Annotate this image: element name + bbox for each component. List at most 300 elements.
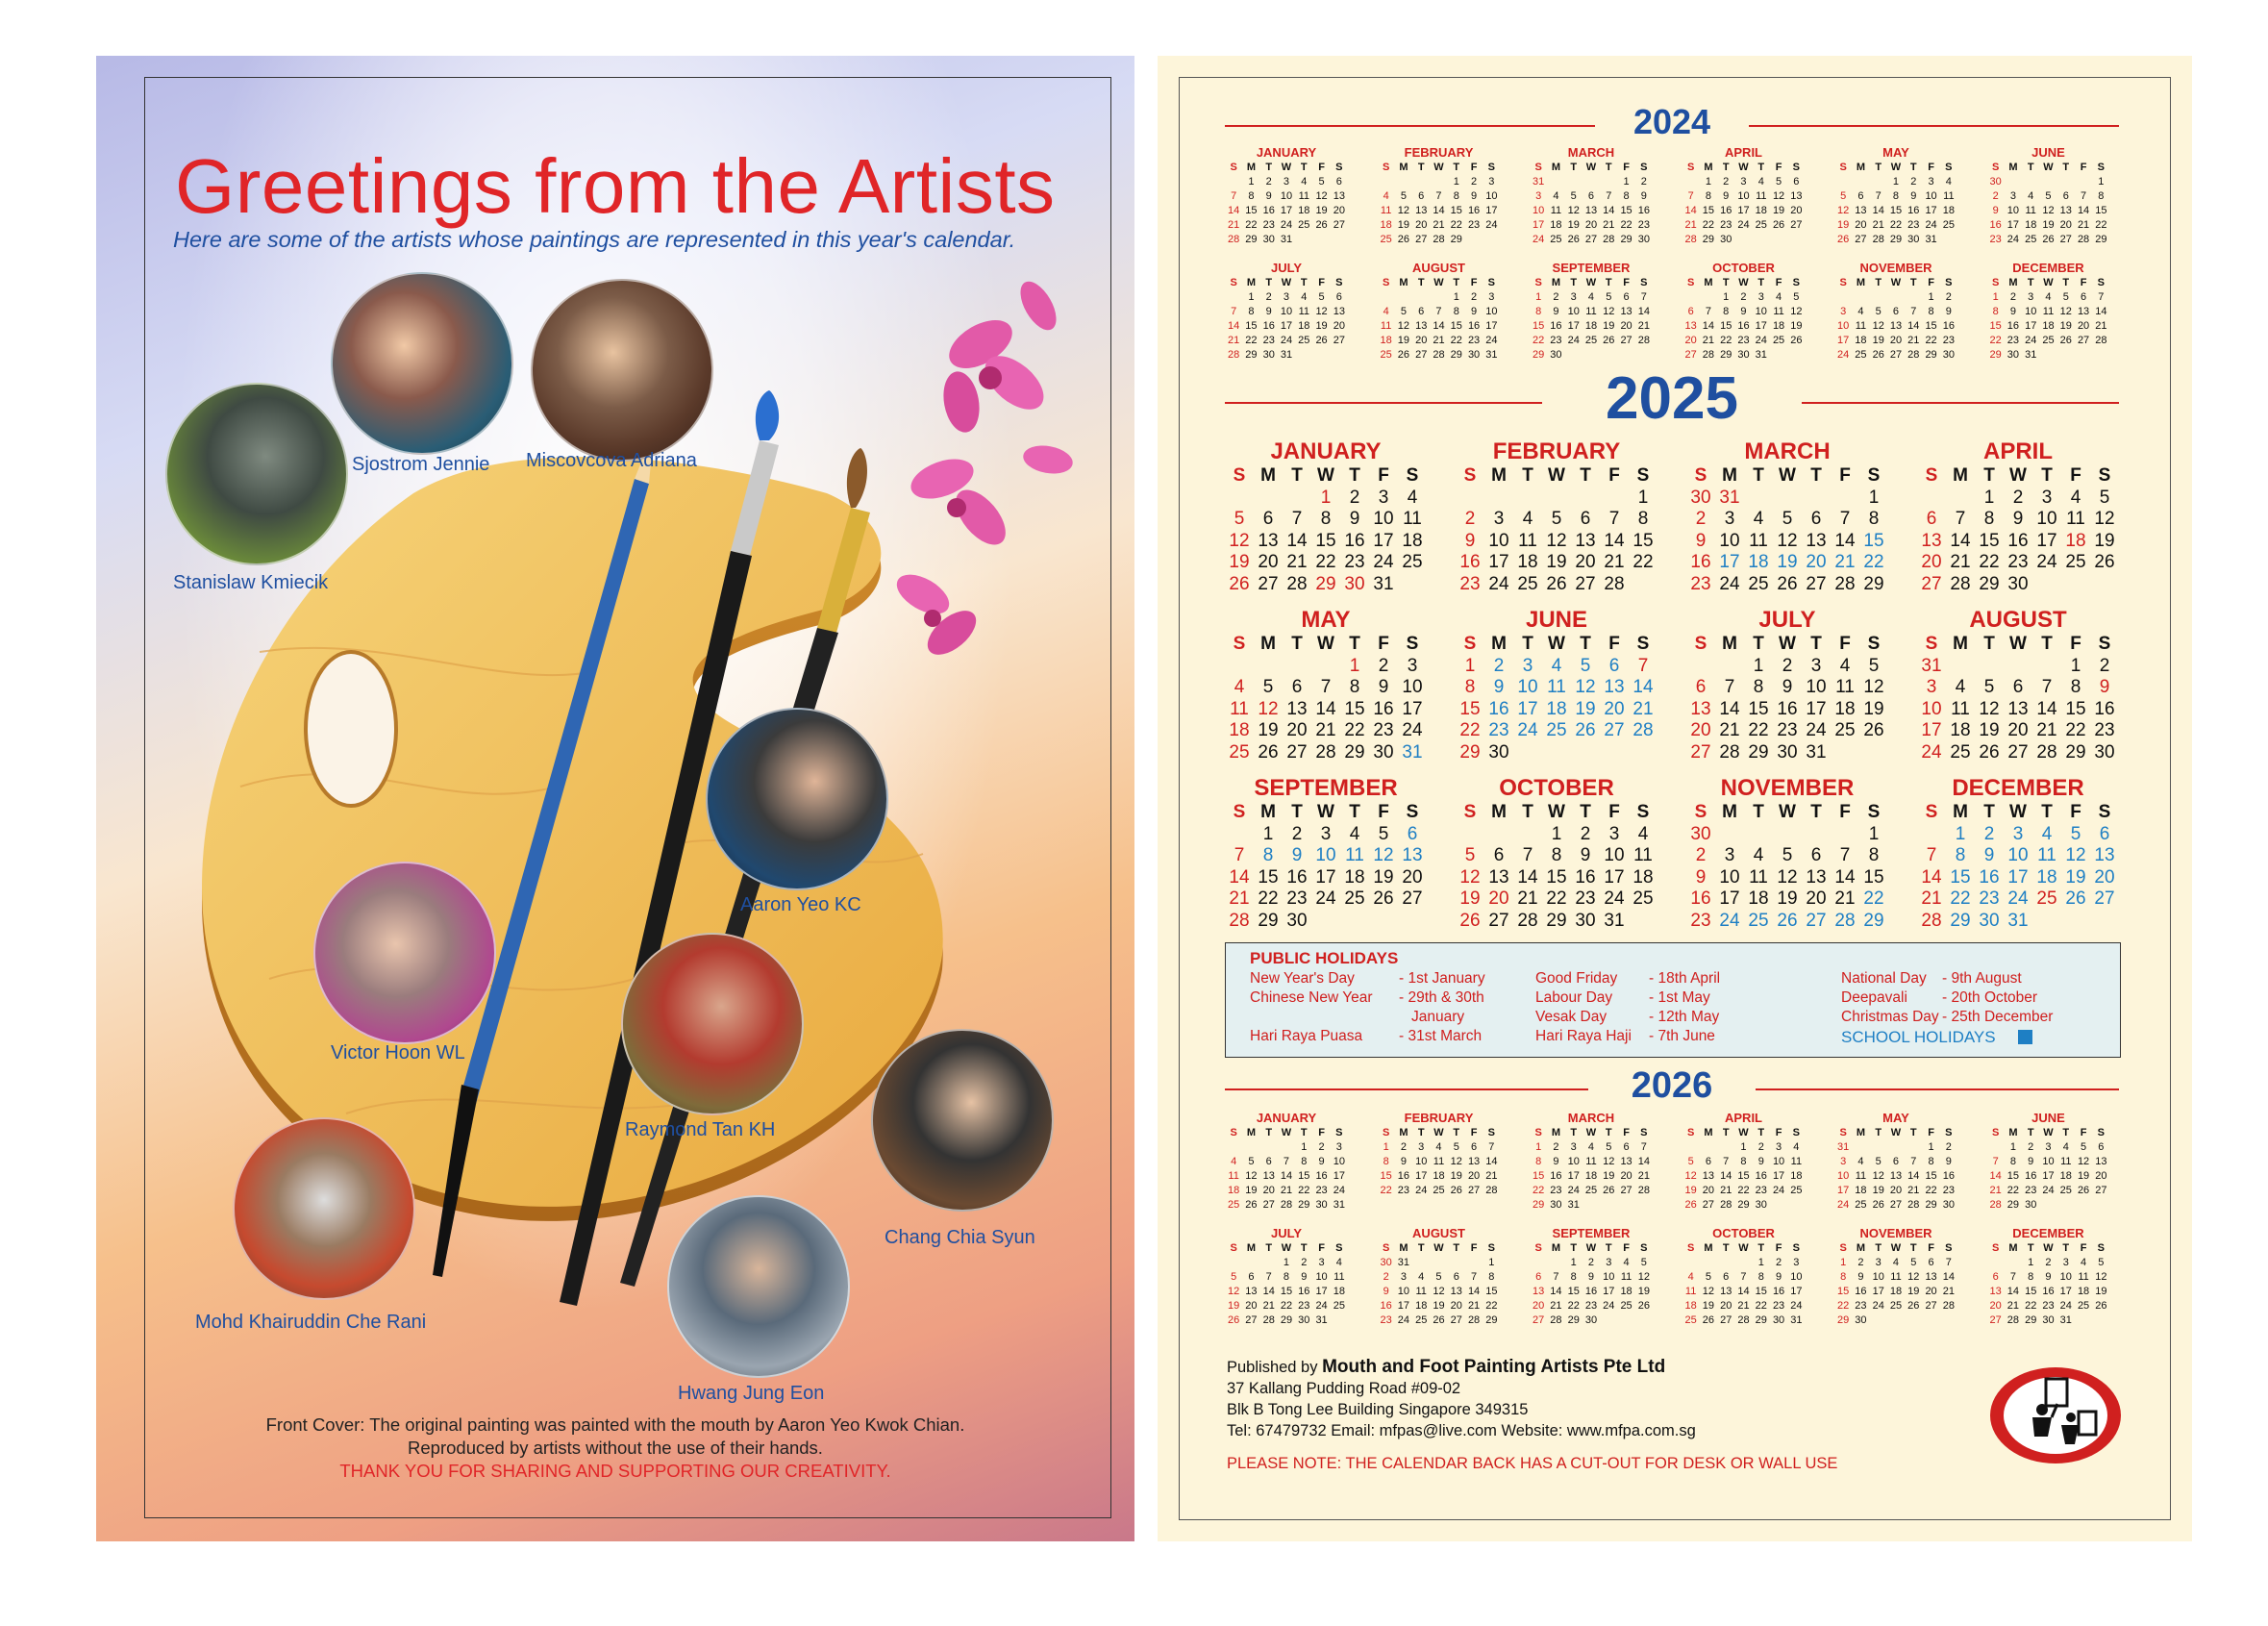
day-cell: 6 bbox=[1928, 1257, 1934, 1268]
day-cell: 19 bbox=[1777, 888, 1798, 909]
day-cell: 17 bbox=[1925, 205, 1937, 216]
day-cell: 1 bbox=[1535, 291, 1542, 303]
day-cell: 18 bbox=[1790, 1170, 1803, 1182]
day-cell: 20 bbox=[1604, 698, 1625, 719]
day-cell: 22 bbox=[2006, 1185, 2020, 1196]
day-cell: 5 bbox=[2045, 190, 2052, 202]
day-cell: 22 bbox=[1546, 888, 1567, 909]
day-cell: 21 bbox=[1907, 335, 1920, 346]
day-cell: 28 bbox=[1834, 910, 1856, 931]
day-cell: 12 bbox=[2065, 845, 2086, 865]
day-cell: 2 bbox=[1553, 1141, 1559, 1153]
day-cell bbox=[1254, 488, 1283, 510]
day-cell: 6 bbox=[1623, 291, 1630, 303]
weekday-header: T bbox=[1453, 162, 1460, 173]
day-cell: 13 bbox=[2095, 1156, 2107, 1167]
day-cell: 10 bbox=[1402, 677, 1423, 697]
day-cell: 4 bbox=[1301, 291, 1308, 303]
day-cell: 18 bbox=[1748, 888, 1769, 909]
day-cell: 30 bbox=[2094, 741, 2115, 763]
day-cell bbox=[1917, 488, 1946, 510]
day-cell: 25 bbox=[1380, 234, 1392, 245]
day-cell: 18 bbox=[1333, 1286, 1345, 1297]
day-cell: 14 bbox=[1315, 698, 1336, 719]
day-cell: 11 bbox=[1415, 1286, 1427, 1297]
day-cell bbox=[1987, 1140, 2005, 1155]
day-cell: 11 bbox=[2025, 205, 2036, 216]
day-cell: 14 bbox=[1737, 1286, 1750, 1297]
day-cell: 9 bbox=[2099, 677, 2110, 697]
day-cell: 9 bbox=[1553, 306, 1559, 317]
day-cell: 11 bbox=[1550, 205, 1562, 216]
day-cell: 12 bbox=[1637, 1271, 1650, 1283]
day-cell: 29 bbox=[1925, 349, 1937, 361]
day-cell bbox=[2057, 348, 2075, 363]
day-cell: 12 bbox=[1567, 205, 1580, 216]
day-cell: 7 bbox=[1435, 306, 1442, 317]
day-cell bbox=[1787, 348, 1805, 363]
day-cell: 26 bbox=[1567, 234, 1580, 245]
day-cell: 8 bbox=[1868, 845, 1880, 865]
day-cell: 7 bbox=[1910, 1156, 1917, 1167]
weekday-header: W bbox=[1585, 162, 1597, 173]
month-name: MAY bbox=[1882, 145, 1909, 160]
weekday-header: S bbox=[2098, 634, 2111, 654]
day-cell: 11 bbox=[1585, 306, 1597, 317]
day-cell: 23 bbox=[1344, 552, 1365, 572]
day-cell: 27 bbox=[1889, 1199, 1903, 1211]
day-cell: 15 bbox=[1925, 320, 1937, 332]
day-cell: 5 bbox=[1580, 655, 1591, 676]
day-cell: 13 bbox=[1262, 1170, 1275, 1182]
weekday-header: T bbox=[1265, 277, 1273, 288]
day-cell: 6 bbox=[2062, 190, 2069, 202]
artist-photo-sjostrom bbox=[331, 272, 513, 455]
day-cell: 23 bbox=[1755, 1185, 1767, 1196]
day-cell: 29 bbox=[1863, 573, 1884, 594]
day-cell: 16 bbox=[1907, 205, 1920, 216]
day-cell: 6 bbox=[2081, 291, 2087, 303]
day-cell: 9 bbox=[1265, 306, 1272, 317]
month-name: OCTOBER bbox=[1712, 1226, 1775, 1240]
day-cell: 26 bbox=[2065, 888, 2086, 909]
day-cell bbox=[2075, 1198, 2092, 1213]
day-cell bbox=[1717, 1140, 1734, 1155]
day-cell: 30 bbox=[2007, 573, 2029, 594]
weekday-header: T bbox=[1983, 634, 1995, 654]
day-cell: 21 bbox=[1280, 1185, 1293, 1196]
weekday-header: T bbox=[2041, 802, 2053, 822]
day-cell: 18 bbox=[2065, 530, 2086, 551]
day-cell: 18 bbox=[1620, 1286, 1632, 1297]
day-cell: 2 bbox=[1493, 655, 1505, 676]
weekday-header: T bbox=[1757, 277, 1765, 288]
day-cell: 27 bbox=[1702, 1199, 1715, 1211]
day-cell bbox=[1635, 1198, 1653, 1213]
day-cell: 10 bbox=[2059, 1271, 2072, 1283]
day-cell: 17 bbox=[1488, 552, 1509, 572]
day-cell: 27 bbox=[1415, 234, 1428, 245]
day-cell: 2 bbox=[1910, 176, 1917, 188]
day-cell: 10 bbox=[1485, 306, 1498, 317]
day-cell: 19 bbox=[1872, 335, 1884, 346]
day-cell: 3 bbox=[1928, 176, 1934, 188]
day-cell bbox=[1940, 233, 1957, 247]
day-cell: 17 bbox=[1719, 552, 1740, 572]
day-cell: 18 bbox=[1684, 1300, 1697, 1312]
day-cell: 16 bbox=[1690, 552, 1711, 572]
day-cell: 31 bbox=[1373, 573, 1394, 594]
day-cell: 7 bbox=[1637, 655, 1649, 676]
day-cell: 29 bbox=[1533, 1199, 1545, 1211]
day-cell: 23 bbox=[1737, 335, 1750, 346]
weekday-header: S bbox=[1640, 1127, 1648, 1138]
weekday-header: W bbox=[1890, 1127, 1902, 1138]
day-cell: 20 bbox=[1262, 1185, 1275, 1196]
day-cell: 4 bbox=[2028, 190, 2034, 202]
day-cell: 15 bbox=[1258, 866, 1279, 888]
day-cell: 1 bbox=[1320, 487, 1332, 508]
artist-photo-victor bbox=[313, 862, 496, 1044]
day-cell: 12 bbox=[1459, 866, 1481, 888]
day-cell: 24 bbox=[1333, 1185, 1345, 1196]
day-cell: 7 bbox=[1640, 291, 1647, 303]
day-cell: 18 bbox=[1298, 205, 1310, 216]
holiday-date: - 25th December bbox=[1942, 1009, 2054, 1025]
weekday-header: M bbox=[1246, 277, 1256, 288]
day-cell: 10 bbox=[1737, 190, 1750, 202]
day-cell: 7 bbox=[1231, 190, 1237, 202]
month-name: MARCH bbox=[1567, 1111, 1615, 1125]
day-cell: 7 bbox=[1839, 509, 1851, 529]
month-grid bbox=[1456, 465, 1657, 595]
day-cell: 23 bbox=[1286, 888, 1308, 909]
day-cell: 9 bbox=[1378, 677, 1389, 697]
day-cell: 18 bbox=[1855, 335, 1867, 346]
day-cell: 22 bbox=[1950, 888, 1971, 909]
day-cell: 7 bbox=[1640, 1141, 1647, 1153]
day-cell: 29 bbox=[2006, 1199, 2020, 1211]
day-cell: 12 bbox=[1450, 1156, 1462, 1167]
day-cell: 1 bbox=[1453, 176, 1459, 188]
day-cell bbox=[1398, 574, 1427, 596]
day-cell: 5 bbox=[1318, 291, 1325, 303]
day-cell: 8 bbox=[1723, 306, 1730, 317]
day-cell: 22 bbox=[1450, 219, 1462, 231]
day-cell: 15 bbox=[1979, 530, 2000, 551]
day-cell: 15 bbox=[1702, 205, 1715, 216]
day-cell bbox=[1975, 656, 2004, 678]
weekday-header: T bbox=[1417, 1127, 1425, 1138]
day-cell: 22 bbox=[1245, 219, 1258, 231]
day-cell: 13 bbox=[1258, 530, 1279, 551]
day-cell: 3 bbox=[1400, 1271, 1407, 1283]
day-cell: 11 bbox=[1773, 306, 1784, 317]
day-cell: 15 bbox=[2006, 1170, 2020, 1182]
day-cell: 6 bbox=[1291, 677, 1303, 697]
day-cell: 29 bbox=[1720, 349, 1732, 361]
day-cell: 23 bbox=[1942, 1185, 1955, 1196]
day-cell: 1 bbox=[1753, 655, 1764, 676]
weekday-header: W bbox=[1585, 277, 1597, 288]
day-cell: 26 bbox=[1546, 573, 1567, 594]
month-grid bbox=[1378, 161, 1501, 247]
weekday-header: M bbox=[1722, 802, 1737, 822]
weekday-header: M bbox=[2008, 162, 2018, 173]
day-cell: 9 bbox=[1740, 306, 1747, 317]
day-cell: 27 bbox=[1925, 1300, 1937, 1312]
day-cell: 4 bbox=[1776, 291, 1782, 303]
weekday-header: S bbox=[1335, 1242, 1343, 1254]
day-cell: 21 bbox=[2036, 720, 2057, 740]
day-cell bbox=[1831, 824, 1859, 846]
day-cell: 17 bbox=[1567, 1170, 1580, 1182]
day-cell: 24 bbox=[1517, 720, 1538, 740]
weekday-header: F bbox=[1470, 1242, 1478, 1254]
day-cell: 15 bbox=[1315, 530, 1336, 551]
day-cell: 21 bbox=[1637, 320, 1650, 332]
month-name: JUNE bbox=[2031, 1111, 2065, 1125]
day-cell bbox=[1802, 824, 1831, 846]
day-cell: 13 bbox=[1702, 1170, 1715, 1182]
day-cell: 1 bbox=[1570, 1257, 1577, 1268]
day-cell: 29 bbox=[1737, 1199, 1750, 1211]
day-cell: 10 bbox=[1567, 1156, 1580, 1167]
day-cell bbox=[1870, 290, 1887, 305]
day-cell: 2 bbox=[1992, 190, 1999, 202]
day-cell bbox=[1700, 290, 1717, 305]
weekday-header: F bbox=[1608, 634, 1620, 654]
day-cell: 19 bbox=[1702, 1300, 1715, 1312]
day-cell: 23 bbox=[1550, 1185, 1562, 1196]
day-cell: 13 bbox=[1620, 306, 1632, 317]
weekday-header: T bbox=[1291, 465, 1303, 486]
holiday-name: Vesak Day bbox=[1535, 1009, 1608, 1025]
day-cell: 24 bbox=[2006, 234, 2020, 245]
weekday-header: S bbox=[1792, 1242, 1801, 1254]
weekday-header: S bbox=[1991, 162, 2000, 173]
day-cell: 2 bbox=[1378, 655, 1389, 676]
day-cell bbox=[2092, 1198, 2109, 1213]
weekday-header: T bbox=[1753, 465, 1764, 486]
day-cell: 11 bbox=[1835, 677, 1855, 697]
day-cell: 25 bbox=[1620, 1300, 1632, 1312]
day-cell: 10 bbox=[2007, 845, 2029, 865]
weekday-header: S bbox=[1839, 1127, 1847, 1138]
weekday-header: W bbox=[1317, 465, 1334, 486]
day-cell: 28 bbox=[1517, 910, 1538, 931]
day-cell: 22 bbox=[1979, 552, 2000, 572]
weekday-header: S bbox=[1230, 162, 1237, 173]
day-cell bbox=[2061, 574, 2090, 596]
day-cell: 2 bbox=[1945, 291, 1952, 303]
weekday-header: F bbox=[1623, 1242, 1630, 1254]
day-cell: 11 bbox=[2042, 306, 2055, 317]
day-cell: 20 bbox=[1684, 335, 1697, 346]
day-cell: 22 bbox=[1863, 888, 1884, 909]
day-cell: 2 bbox=[1776, 1257, 1782, 1268]
day-cell: 30 bbox=[1942, 349, 1955, 361]
day-cell bbox=[1682, 290, 1700, 305]
day-cell: 10 bbox=[2006, 205, 2020, 216]
day-cell: 6 bbox=[1418, 190, 1425, 202]
day-cell bbox=[1600, 1313, 1617, 1328]
weekday-header: S bbox=[1230, 1127, 1237, 1138]
weekday-header: S bbox=[1233, 465, 1246, 486]
month-december-2026 bbox=[1987, 1226, 2110, 1328]
day-cell: 7 bbox=[1320, 677, 1332, 697]
day-cell bbox=[1917, 824, 1946, 846]
day-cell: 2 bbox=[2099, 655, 2110, 676]
weekday-header: M bbox=[1260, 634, 1276, 654]
day-cell: 27 bbox=[1690, 741, 1711, 763]
day-cell: 26 bbox=[1863, 720, 1884, 740]
weekday-header: S bbox=[1925, 802, 1938, 822]
day-cell: 29 bbox=[1567, 1314, 1580, 1326]
day-cell: 1 bbox=[1551, 823, 1562, 844]
day-cell: 9 bbox=[1318, 1156, 1325, 1167]
holiday-name: Deepavali bbox=[1841, 989, 1907, 1006]
day-cell: 28 bbox=[1433, 234, 1445, 245]
month-november-2025 bbox=[1686, 775, 1888, 932]
day-cell: 19 bbox=[1637, 1286, 1650, 1297]
weekday-header: S bbox=[1382, 162, 1390, 173]
weekday-header: T bbox=[1753, 634, 1764, 654]
month-december-2025 bbox=[1917, 775, 2119, 932]
weekday-header: S bbox=[1487, 1242, 1496, 1254]
day-cell: 1 bbox=[1262, 823, 1274, 844]
day-cell: 5 bbox=[1875, 306, 1882, 317]
day-cell: 5 bbox=[2098, 1257, 2105, 1268]
day-cell bbox=[1412, 175, 1430, 189]
weekday-header: W bbox=[1548, 802, 1565, 822]
day-cell: 1 bbox=[1955, 823, 1966, 844]
day-cell: 16 bbox=[1737, 320, 1750, 332]
weekday-header: T bbox=[1300, 1127, 1308, 1138]
day-cell: 19 bbox=[2095, 1286, 2107, 1297]
day-cell bbox=[1542, 742, 1571, 764]
day-cell: 14 bbox=[1719, 698, 1740, 719]
day-cell: 30 bbox=[1373, 741, 1394, 763]
weekday-header: S bbox=[1463, 802, 1477, 822]
day-cell: 19 bbox=[1603, 1170, 1615, 1182]
weekday-header: W bbox=[1433, 162, 1444, 173]
day-cell: 15 bbox=[2095, 205, 2107, 216]
day-cell: 9 bbox=[1776, 1271, 1782, 1283]
day-cell: 12 bbox=[1979, 698, 2000, 719]
day-cell: 20 bbox=[1533, 1300, 1545, 1312]
weekday-header: F bbox=[1839, 634, 1851, 654]
day-cell bbox=[1787, 233, 1805, 247]
weekday-header: F bbox=[1623, 1127, 1630, 1138]
day-cell: 17 bbox=[1402, 698, 1423, 719]
month-name: APRIL bbox=[1725, 1111, 1762, 1125]
day-cell: 27 bbox=[1684, 349, 1697, 361]
day-cell: 1 bbox=[1757, 1257, 1764, 1268]
day-cell: 14 bbox=[1720, 1170, 1732, 1182]
weekday-header: T bbox=[1875, 277, 1882, 288]
month-name: NOVEMBER bbox=[1859, 261, 1932, 275]
day-cell: 16 bbox=[1373, 698, 1394, 719]
day-cell: 13 bbox=[1333, 306, 1345, 317]
day-cell: 8 bbox=[1283, 1271, 1290, 1283]
weekday-header: M bbox=[2008, 277, 2018, 288]
day-cell: 16 bbox=[2025, 1170, 2037, 1182]
day-cell: 27 bbox=[1262, 1199, 1275, 1211]
day-cell: 1 bbox=[1248, 176, 1255, 188]
day-cell: 29 bbox=[1837, 1314, 1850, 1326]
day-cell: 16 bbox=[1380, 1300, 1392, 1312]
day-cell: 25 bbox=[1632, 888, 1654, 909]
day-cell: 21 bbox=[1907, 1185, 1920, 1196]
day-cell: 11 bbox=[1298, 306, 1309, 317]
day-cell bbox=[1242, 1256, 1259, 1270]
day-cell: 18 bbox=[1584, 320, 1598, 332]
month-name: SEPTEMBER bbox=[1254, 775, 1398, 801]
artist-name: Aaron Yeo KC bbox=[740, 894, 861, 915]
day-cell: 7 bbox=[1740, 1271, 1747, 1283]
day-cell: 8 bbox=[1740, 1156, 1747, 1167]
day-cell: 18 bbox=[2036, 866, 2057, 888]
day-cell: 7 bbox=[1553, 1271, 1559, 1283]
day-cell: 17 bbox=[1603, 1286, 1615, 1297]
weekday-header: M bbox=[1704, 277, 1713, 288]
weekday-header: F bbox=[1608, 802, 1620, 822]
day-cell bbox=[2075, 348, 2092, 363]
day-cell: 13 bbox=[1584, 205, 1598, 216]
day-cell: 23 bbox=[1637, 219, 1650, 231]
month-name: MAY bbox=[1301, 607, 1351, 633]
day-cell: 5 bbox=[2062, 291, 2069, 303]
day-cell: 2 bbox=[1640, 176, 1647, 188]
month-september-2026 bbox=[1530, 1226, 1653, 1328]
weekday-header: T bbox=[1757, 162, 1765, 173]
day-cell bbox=[1530, 1256, 1547, 1270]
day-cell: 16 bbox=[1459, 552, 1481, 572]
day-cell: 7 bbox=[1992, 1156, 1999, 1167]
day-cell: 17 bbox=[1806, 698, 1827, 719]
day-cell: 26 bbox=[2094, 552, 2115, 572]
day-cell: 25 bbox=[1344, 888, 1365, 909]
day-cell: 4 bbox=[1234, 677, 1245, 697]
holiday-name: National Day bbox=[1841, 970, 1927, 987]
day-cell: 8 bbox=[1464, 677, 1476, 697]
weekday-header: T bbox=[1722, 277, 1730, 288]
day-cell: 14 bbox=[1637, 306, 1650, 317]
day-cell: 21 bbox=[1228, 335, 1240, 346]
day-cell: 6 bbox=[1810, 845, 1822, 865]
month-grid bbox=[1225, 276, 1348, 363]
month-june-2025 bbox=[1456, 607, 1657, 763]
weekday-header: M bbox=[1551, 1242, 1560, 1254]
day-cell: 27 bbox=[1989, 1314, 2002, 1326]
day-cell: 5 bbox=[1400, 306, 1407, 317]
day-cell: 21 bbox=[1467, 1300, 1481, 1312]
day-cell: 26 bbox=[2059, 335, 2072, 346]
weekday-header: F bbox=[2080, 1242, 2087, 1254]
day-cell: 23 bbox=[1907, 219, 1920, 231]
day-cell: 26 bbox=[1228, 1314, 1240, 1326]
day-cell: 21 bbox=[1942, 1286, 1955, 1297]
month-august-2024 bbox=[1378, 261, 1501, 363]
day-cell: 16 bbox=[1979, 866, 2000, 888]
day-cell: 27 bbox=[1855, 234, 1867, 245]
day-cell: 13 bbox=[1925, 1271, 1937, 1283]
day-cell: 26 bbox=[1777, 910, 1798, 931]
day-cell bbox=[1700, 1140, 1717, 1155]
day-cell: 6 bbox=[2099, 823, 2110, 844]
weekday-header: S bbox=[1382, 1127, 1390, 1138]
